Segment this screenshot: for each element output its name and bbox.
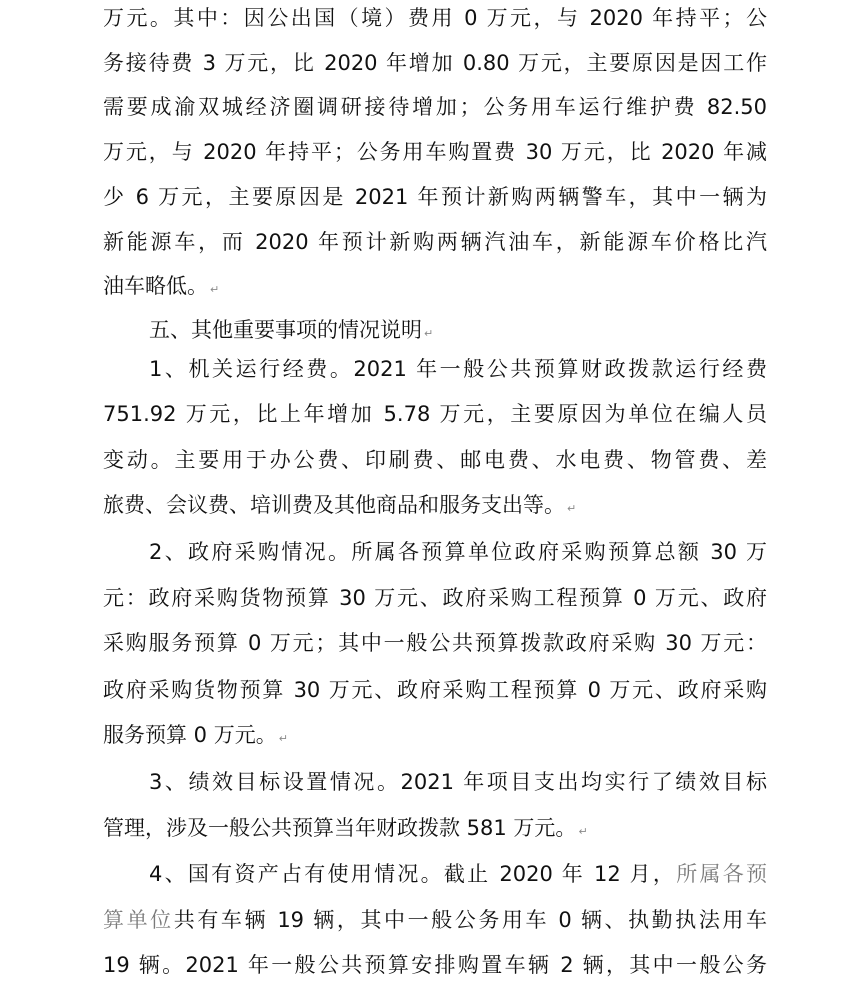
expenses-line-6: 新能源车，而 2020 年预计新购两辆汽油车，新能源车价格比汽 bbox=[103, 230, 767, 254]
paragraph-mark-icon: ↵ bbox=[567, 502, 577, 515]
expenses-line-1: 万元。其中：因公出国（境）费用 0 万元，与 2020 年持平；公 bbox=[103, 6, 767, 30]
item2-line-2: 元：政府采购货物预算 30 万元、政府采购工程预算 0 万元、政府 bbox=[103, 586, 767, 610]
section-heading-text: 五、其他重要事项的情况说明 bbox=[149, 318, 422, 342]
expenses-line-7 bbox=[103, 271, 767, 301]
item2-line-5 bbox=[103, 720, 767, 750]
item4-line-2 bbox=[103, 905, 767, 935]
paragraph-mark-icon: ↵ bbox=[424, 327, 434, 340]
expenses-line-4: 万元，与 2020 年持平；公务用车购置费 30 万元，比 2020 年减 bbox=[103, 140, 767, 164]
item3-line-2-text: 管理，涉及一般公共预算当年财政拨款 581 万元。 bbox=[103, 816, 577, 840]
item3-line-2 bbox=[103, 813, 767, 843]
item1-line-4-text: 旅费、会议费、培训费及其他商品和服务支出等。 bbox=[103, 493, 565, 517]
paragraph-mark-icon: ↵ bbox=[278, 732, 288, 745]
item1-line-2: 751.92 万元，比上年增加 5.78 万元，主要原因为单位在编人员 bbox=[103, 402, 767, 426]
item2-line-5-text: 服务预算 0 万元。 bbox=[103, 723, 277, 747]
paragraph-mark-icon: ↵ bbox=[210, 283, 220, 296]
expenses-line-7-text: 油车略低。 bbox=[103, 274, 208, 298]
item4-line-3: 19 辆。2021 年一般公共预算安排购置车辆 2 辆，其中一般公务 bbox=[103, 953, 767, 977]
section-heading bbox=[149, 315, 767, 345]
item4-line-1 bbox=[149, 859, 767, 889]
item2-line-4: 政府采购货物预算 30 万元、政府采购工程预算 0 万元、政府采购 bbox=[103, 678, 767, 702]
item4-line-2-gray-text: 算单位 bbox=[103, 908, 174, 932]
paragraph-mark-icon: ↵ bbox=[578, 825, 588, 838]
item3-line-1: 3、绩效目标设置情况。2021 年项目支出均实行了绩效目标 bbox=[149, 770, 767, 794]
expenses-line-2: 务接待费 3 万元，比 2020 年增加 0.80 万元，主要原因是因工作 bbox=[103, 51, 767, 75]
item1-line-4 bbox=[103, 490, 767, 520]
expenses-line-3: 需要成渝双城经济圈调研接待增加；公务用车运行维护费 82.50 bbox=[103, 95, 767, 119]
item1-line-3: 变动。主要用于办公费、印刷费、邮电费、水电费、物管费、差 bbox=[103, 448, 767, 472]
item4-line-1-gray-text: 所属各预 bbox=[676, 862, 767, 886]
item2-line-1: 2、政府采购情况。所属各预算单位政府采购预算总额 30 万 bbox=[149, 540, 767, 564]
item4-line-1-text: 4、国有资产占有使用情况。截止 2020 年 12 月， bbox=[149, 862, 677, 886]
item1-line-1: 1、机关运行经费。2021 年一般公共预算财政拨款运行经费 bbox=[149, 357, 767, 381]
item2-line-3: 采购服务预算 0 万元；其中一般公共预算拨款政府采购 30 万元： bbox=[103, 631, 767, 655]
item4-line-2-text: 共有车辆 19 辆，其中一般公务用车 0 辆、执勤执法用车 bbox=[173, 908, 767, 932]
expenses-line-5: 少 6 万元，主要原因是 2021 年预计新购两辆警车，其中一辆为 bbox=[103, 185, 767, 209]
